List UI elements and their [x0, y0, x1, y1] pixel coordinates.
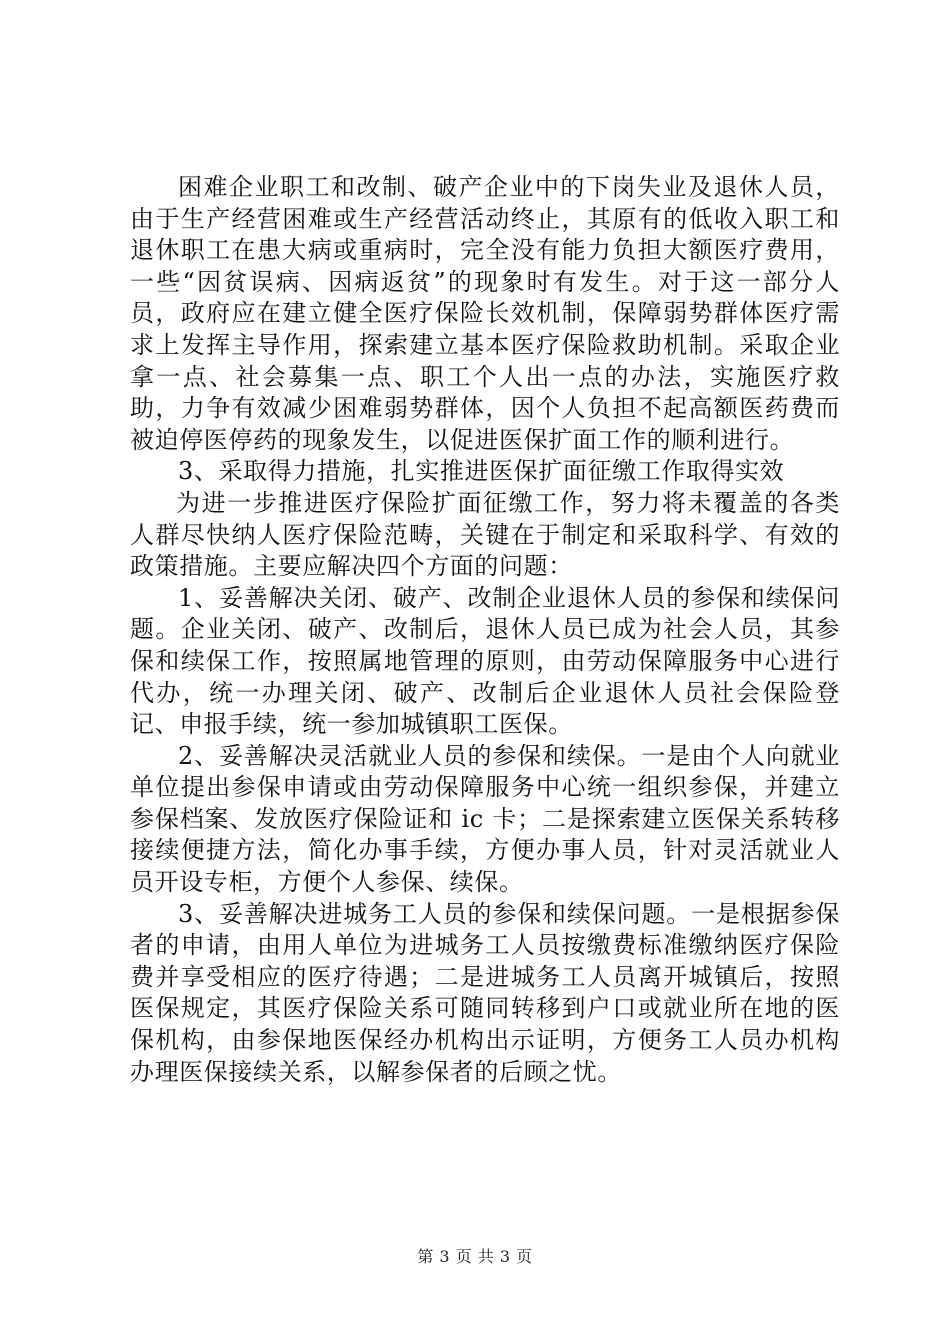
paragraph-intro-measures: 为进一步推进医疗保险扩面征缴工作，努力将未覆盖的各类人群尽快纳人医疗保险范畴，关键在于制定和采取科学、有效的政策措施。主要应解决四个方面的问题：	[130, 488, 840, 581]
paragraph-migrant-workers: 3、妥善解决进城务工人员的参保和续保问题。一是根据参保者的申请，由用人单位为进城务工人员按缴费标准缴纳医疗保险费并享受相应的医疗待遇；二是进城务工人员离开城镇后，按照医保规定，其医疗保险关系可随同转移到户口或就业所在地的医保机构，由参保地医保经办机构出示证明，方便务工人员办机构办理医保接续关系，以解参保者的后顾之忧。	[130, 899, 840, 1086]
page-number-footer: 第 3 页 共 3 页	[417, 1247, 533, 1266]
document-body	[130, 172, 840, 1088]
paragraph-medical-aid: 困难企业职工和改制、破产企业中的下岗失业及退休人员，由于生产经营困难或生产经营活动终止，其原有的低收入职工和退休职工在患大病或重病时，完全没有能力负担大额医疗费用，一些“因贫误病、因病返贫”的现象时有发生。对于这一部分人员，政府应在建立健全医疗保险长效机制，保障弱势群体医疗需求上发挥主导作用，探索建立基本医疗保险救助机制。采取企业拿一点、社会募集一点、职工个人出一点的办法，实施医疗救助，力争有效减少困难弱势群体，因个人负担不起高额医药费而被迫停医停药的现象发生，以促进医保扩面工作的顺利进行。	[130, 173, 840, 454]
paragraph-flexible-employment: 2、妥善解决灵活就业人员的参保和续保。一是由个人向就业单位提出参保申请或由劳动保障服务中心统一组织参保，并建立参保档案、发放医疗保险证和 ic 卡；二是探索建立医保关系转移接续便捷方法，简化办事手续，方便办事人员，针对灵活就业人员开设专柜，方便个人参保、续保。	[130, 741, 840, 897]
paragraph-retirees: 1、妥善解决关闭、破产、改制企业退休人员的参保和续保问题。企业关闭、破产、改制后，退休人员已成为社会人员，其参保和续保工作，按照属地管理的原则，由劳动保障服务中心进行代办，统一办理关闭、破产、改制后企业退休人员社会保险登记、申报手续，统一参加城镇职工医保。	[130, 583, 840, 739]
section-heading-measures: 3、采取得力措施，扎实推进医保扩面征缴工作取得实效	[178, 457, 785, 486]
